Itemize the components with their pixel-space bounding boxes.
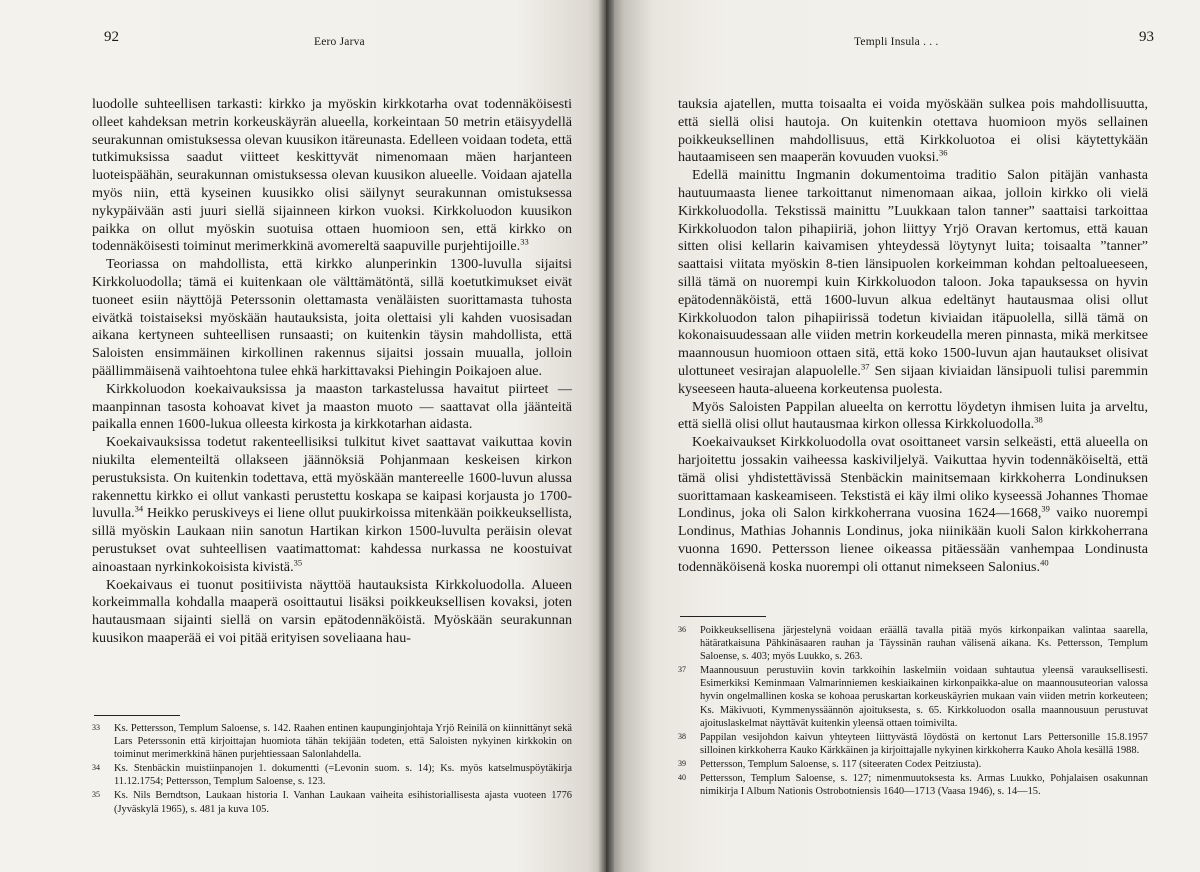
- running-head-right: Templi Insula . . .: [854, 36, 939, 48]
- page-number-left: 92: [104, 29, 119, 45]
- footnote-ref: 37: [860, 361, 870, 372]
- footnote: 36 Poikkeuksellisena järjestelynä voidaan eräällä tavalla pitää myös kirkonpaikan valintaa saarella, hätäratkaisuna Pähkinäsaaren rauhan ja Täyssinän rauhan välisenä aikana. Ks. Pettersson, Templum Saloense, s. 403; myös Luukko, s. 263.: [678, 625, 1148, 663]
- footnote: 39 Pettersson, Templum Saloense, s. 117 (siteeraten Codex Peitziusta).: [678, 758, 982, 770]
- right-body-text: [678, 96, 1148, 577]
- footnote-ref: 38: [1034, 414, 1043, 425]
- footnote: 33 Ks. Pettersson, Templum Saloense, s. 142. Raahen entinen kaupunginjohtaja Yrjö Reinilä on kiinnittänyt sekä Lars Peterssonin että kirjoittajan huomiota tähän tekijään todeten, että Saloisten nykyinen kirkkokin on toiminut merimerkkinä hänen purjehtiessaan Salonlahdella.: [92, 723, 572, 761]
- footnote-ref: 34: [134, 503, 144, 514]
- footnote-ref: 35: [293, 557, 303, 568]
- paragraph: luodolle suhteellisen tarkasti: kirkko ja myöskin kirkkotarha ovat todennäköisesti olleet kahdeksan metrin korkeuskäyrän alueella, korkeintaan 50 metrin etäisyydellä seurakunnan omistuksessa olevan kuusikon itäreunasta. Edelleen voidaan todeta, että tutkimuksissa saadut viitteet keskittyvät nimenomaan mäen harjanteen luoteispäähän, seurakunnan omistuksessa olevan kuusikon alueelle. Voidaan ajatella myös niin, että kyseinen kuusikko olisi säilynyt seurakunnan omistuksessa nykypäivään asti juuri siellä sijainneen kirkon vuoksi. Kirkkoluodon kuusikon paikka on ollut myöskin suotuisa ottaen huomioon sen, että kirkko on todennäköisesti toiminut merimerkkinä avomereltä saapuville purjehtijoille.$^{33}$: [92, 96, 572, 255]
- footnote-ref: 39: [1041, 503, 1050, 514]
- paragraph: Kirkkoluodon koekaivauksissa ja maaston tarkastelussa havaitut piirteet — maanpinnan tasosta kohoavat kivet ja maaston muoto — saattavat olla jäänteitä paikalla ennen 1600-lukua olleesta kirkosta ja kirkkotarhan aidasta.: [92, 380, 572, 433]
- footnote-divider: [94, 715, 180, 716]
- paragraph: Koekaivaukset Kirkkoluodolla ovat osoittaneet varsin selkeästi, että alueella on harjoitettu jossakin vaiheessa kaskiviljelyä. Vaikuttaa hyvin todennäköiseltä, että tämä olisi yhdistettävissä Stenbäckin mainitsemaan kirkkoherra Londinuksen suorittamaan kaskeamiseen. Tekstistä ei käy ilmi oliko kyseessä Johannes Thomae Londinus, joka oli Salon kirkkoherrana vuosina 1624—1668,39 vaiko nuorempi Londinus, Mathias Johannis Londinus, joka niinikään kuoli Salon kirkkoherrana vuonna 1690. Pettersson lienee oikeassa pitäessään vanhempaa Londinusta todennäköisenä koska nuorempi oli ottanut nimekseen Salonius.$^{40}$: [678, 434, 1148, 575]
- page-number-right: 93: [1139, 29, 1154, 45]
- footnote: 40 Pettersson, Templum Saloense, s. 127; nimenmuutoksesta ks. Armas Luukko, Pohjalaisen osakunnan nimikirja I Album Nationis Ostrobotniensis 1640—1713 (Vaasa 1946), s. 14—15.: [678, 773, 1148, 798]
- paragraph: Edellä mainittu Ingmanin dokumentoima traditio Salon pitäjän vanhasta hautuumaasta lienee tarkoittanut nimenomaan aikaa, jolloin kirkko oli vielä Kirkkoluodolla. Tekstissä mainittu ”Luukkaan talon tanner” saattaisi tarkoittaa Kirkkoluodon talon pihapiiriä, johon liittyy Yrjö Oravan kertomus, että kauan sitten olisi kellarin kaivamisen yhteydessä löytynyt luita; toisaalta ”tanner” saattaisi viitata myöskin 8-tien länsipuolen korkeimman kohdan peltoalueeseen, sillä tämä on nuorempi kuin Kirkkoluodon taloon. Joka tapauksessa on hyvin epätodennäköistä, että 1600-luvun alkua edeltänyt hautausmaa olisi ollut Kirkkoluodon talon pihapiirissä todetun kiviaidan itäpuolella, sillä tämä on kokonaisuudessaan alle viiden metrin korkeudella meren pinnasta, mikä merkitsee maannousun huomioon ottaen sitä, että koko 1500-luvun ajan hautaukset olisivat ulottuneet vesirajan alapuolelle.$^{37}$ Sen sijaan kiviaidan länsipuoli tulisi paremmin kyseeseen hauta-alueena korkeutensa puolesta.: [678, 167, 1148, 397]
- left-footnotes: [92, 722, 572, 817]
- paragraph: Koekaivaus ei tuonut positiivista näyttöä hautauksista Kirkkoluodolla. Alueen korkeimmalla kohdalla maaperä osoittautui lisäksi poikkeuksellisen kovaksi, joten hautausmaan sijainti siellä on varsin epätodennäköistä. Myöskään seurakunnan kuusikon maaperää ei voi pitää erityisen soveliaana hau-: [92, 576, 572, 646]
- footnote: 34 Ks. Stenbäckin muistiinpanojen 1. dokumentti (=Levonin suom. s. 14); Ks. myös katselmuspöytäkirja 11.12.1754; Pettersson, Templum Saloense, s. 123.: [92, 763, 572, 788]
- running-head-left: Eero Jarva: [314, 36, 365, 48]
- right-page: [606, 0, 1200, 872]
- paragraph: Teoriassa on mahdollista, että kirkko alunperinkin 1300-luvulla sijaitsi Kirkkoluodolla; tämä ei kuitenkaan ole välttämätöntä, sillä koetutkimukset eivät tuoneet esiin näyttöjä Peterssonin olettamasta venäläisten suorittamasta tuhosta eivätkä toistaiseksi myöskään hautauksista, joita olettaisi yli kahden vuosisadan aikana kertyneen suhteellisen runsaasti; on kuitenkin täysin mahdollista, että Saloisten ensimmäinen kirkollinen rakennus sijaitsi jossain muualla, jolloin päällimmäisenä vaihtoehtona tulee ehkä harkittavaksi Piehingin Poikajoen alue.: [92, 256, 572, 379]
- paragraph: tauksia ajatellen, mutta toisaalta ei voida myöskään sulkea pois mahdollisuutta, että siellä olisi hautoja. On kuitenkin otettava huomioon myös sellainen poikkeuksellinen mahdollisuus, että Kirkkoluotoa ei olisi käytettykään hautaamiseen sen maaperän kovuuden vuoksi.$^{36}$: [678, 96, 1148, 166]
- footnote-ref: 33: [520, 236, 529, 247]
- footnote: 37 Maannousuun perustuviin kovin tarkkoihin laskelmiin voidaan suhtautua yleensä varauksellisesti. Esimerkiksi Keminmaan Valmarinniemen keskiaikainen kirkonpaikka-alue on maannousuteorian valossa hyvin ongelmallinen koska se kohoaa peruskartan korkeuskäyrien mukaan vain viiden metrin korkeuteen; Ks. Mäkivuoti, Kymmenyssäännön ajoituksesta, s. 65. Kirkkoluodon osalla maannousuun perustuvat ajoituslaskelmat näyttävät kuitenkin yleensä ottaen toimivilta.: [678, 665, 1148, 729]
- footnote: 38 Pappilan vesijohdon kaivun yhteyteen liittyvästä löydöstä on kertonut Lars Pettersonille 15.8.1957 silloinen kirkkoherra Kauko Kärkkäinen ja kirjoittajalle nykyinen kirkkoherra Kauko Ahola kesällä 1988.: [678, 731, 1148, 756]
- footnote-divider: [680, 616, 766, 617]
- footnote: 35 Ks. Nils Berndtson, Laukaan historia I. Vanhan Laukaan vaiheita esihistoriallisesta ajasta vuoteen 1776 (Jyväskylä 1965), s. 481 ja kuva 105.: [92, 790, 572, 815]
- paragraph: Koekaivauksissa todetut rakenteellisiksi tulkitut kivet saattavat vaikuttaa kovin niukilta elementeiltä ollakseen jäännöksiä Pohjanmaan keskeisen kirkon perustuksista. On kuitenkin todettava, että myöskään mantereelle 1600-luvun alussa rakennettu kirkko ei ollut vankasti perustettu koskapa se kaipasi korjausta jo 1700-luvulla.$^{34}$ Heikko peruskiveys ei liene ollut puukirkoissa mitenkään poikkeuksellista, sillä myöskin Laukaan niin sanotun Hartikan kirkon 1500-luvulta peräisin olevat perustukset ovat suhteellisen vaatimattomat: kahdessa nurkassa ne koostuivat ainoastaan nyrkinkokoisista kivistä.$^{35}$: [92, 434, 572, 575]
- footnote-ref: 40: [1040, 557, 1049, 568]
- footnote-ref: 36: [939, 147, 948, 158]
- right-footnotes: [678, 624, 1148, 799]
- left-body-text: [92, 96, 572, 648]
- book-gutter: [598, 0, 614, 872]
- paragraph: Myös Saloisten Pappilan alueelta on kerrottu löydetyn ihmisen luita ja arveltu, että siellä olisi ollut hautausmaa kirkon ollessa Kirkkoluodolla.$^{38}$: [678, 398, 1148, 433]
